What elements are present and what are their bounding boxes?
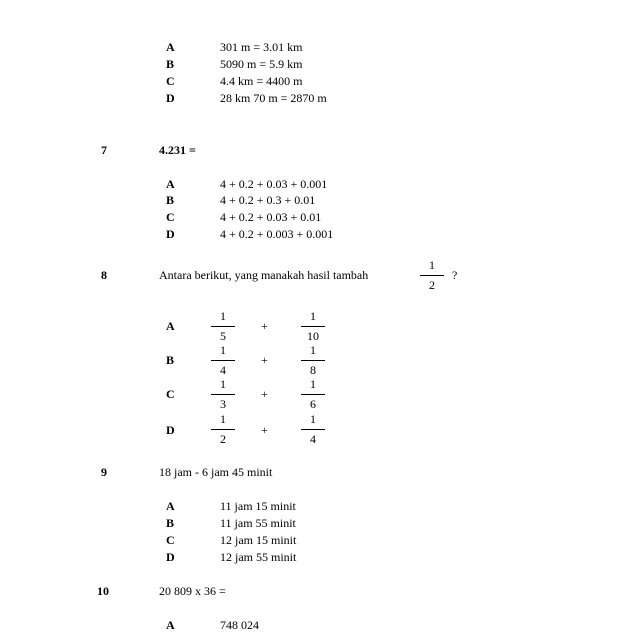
q7-option-b-letter: B	[166, 193, 175, 207]
fraction-denominator: 3	[220, 397, 226, 411]
fraction-numerator: 1	[310, 377, 316, 391]
q8-option-d-letter: D	[166, 423, 175, 437]
q8-stem: Antara berikut, yang manakah hasil tambah	[159, 268, 369, 282]
q8-option-d-fraction-1	[208, 413, 238, 446]
q10-option-a-text: 748 024	[220, 618, 259, 632]
q9-option-d-letter: D	[166, 550, 175, 564]
fraction-denominator: 2	[220, 432, 226, 446]
q8-option-a-fraction-1	[208, 310, 238, 343]
q8-option-a-plus: +	[261, 319, 268, 333]
q7-option-a-letter: A	[166, 177, 175, 191]
q7-number: 7	[101, 143, 107, 157]
q8-stem-fraction	[417, 259, 447, 292]
q7-option-d-letter: D	[166, 227, 175, 241]
q8-option-c-plus: +	[261, 387, 268, 401]
q6-option-c-letter: C	[166, 74, 175, 88]
fraction-numerator: 1	[220, 343, 226, 357]
fraction-denominator: 4	[310, 432, 316, 446]
q8-option-a-fraction-2	[298, 310, 328, 343]
q9-option-b-text: 11 jam 55 minit	[220, 516, 296, 530]
q9-number: 9	[101, 465, 107, 479]
q9-option-d-text: 12 jam 55 minit	[220, 550, 297, 564]
q6-option-a-letter: A	[166, 40, 175, 54]
fraction-denominator: 2	[429, 278, 435, 292]
q10-number: 10	[97, 584, 109, 598]
q9-option-a-text: 11 jam 15 minit	[220, 499, 296, 513]
fraction-denominator: 8	[310, 363, 316, 377]
fraction-numerator: 1	[310, 343, 316, 357]
q8-option-c-letter: C	[166, 387, 175, 401]
fraction-denominator: 5	[220, 329, 226, 343]
fraction-denominator: 10	[307, 329, 319, 343]
q6-option-b-letter: B	[166, 57, 175, 71]
q6-option-c-text: 4.4 km = 4400 m	[220, 74, 303, 88]
q7-option-c-text: 4 + 0.2 + 0.03 + 0.01	[220, 210, 322, 224]
q9-option-b-letter: B	[166, 516, 175, 530]
fraction-numerator: 1	[220, 377, 226, 391]
fraction-numerator: 1	[310, 412, 316, 426]
q9-option-c-text: 12 jam 15 minit	[220, 533, 297, 547]
q8-option-c-fraction-2	[298, 378, 328, 411]
q8-option-b-letter: B	[166, 353, 175, 367]
fraction-numerator: 1	[310, 309, 316, 323]
q6-option-d-text: 28 km 70 m = 2870 m	[220, 91, 327, 105]
fraction-numerator: 1	[220, 412, 226, 426]
q6-option-d-letter: D	[166, 91, 175, 105]
q8-option-d-fraction-2	[298, 413, 328, 446]
q8-option-b-fraction-2	[298, 344, 328, 377]
q9-option-a-letter: A	[166, 499, 175, 513]
q8-option-c-fraction-1	[208, 378, 238, 411]
q8-option-a-letter: A	[166, 319, 175, 333]
fraction-denominator: 6	[310, 397, 316, 411]
q9-option-c-letter: C	[166, 533, 175, 547]
q6-option-b-text: 5090 m = 5.9 km	[220, 57, 303, 71]
q7-stem: 4.231 =	[159, 143, 196, 157]
q8-option-b-fraction-1	[208, 344, 238, 377]
q6-option-a-text: 301 m = 3.01 km	[220, 40, 303, 54]
q7-option-b-text: 4 + 0.2 + 0.3 + 0.01	[220, 193, 316, 207]
q10-stem: 20 809 x 36 =	[159, 584, 226, 598]
fraction-denominator: 4	[220, 363, 226, 377]
q9-stem: 18 jam - 6 jam 45 minit	[159, 465, 273, 479]
fraction-numerator: 1	[220, 309, 226, 323]
q8-option-d-plus: +	[261, 423, 268, 437]
q8-option-b-plus: +	[261, 353, 268, 367]
q10-option-a-letter: A	[166, 618, 175, 632]
q7-option-a-text: 4 + 0.2 + 0.03 + 0.001	[220, 177, 328, 191]
fraction-numerator: 1	[429, 258, 435, 272]
q7-option-d-text: 4 + 0.2 + 0.003 + 0.001	[220, 227, 334, 241]
q8-stem-question-mark: ?	[452, 268, 458, 282]
q7-option-c-letter: C	[166, 210, 175, 224]
q8-number: 8	[101, 268, 107, 282]
